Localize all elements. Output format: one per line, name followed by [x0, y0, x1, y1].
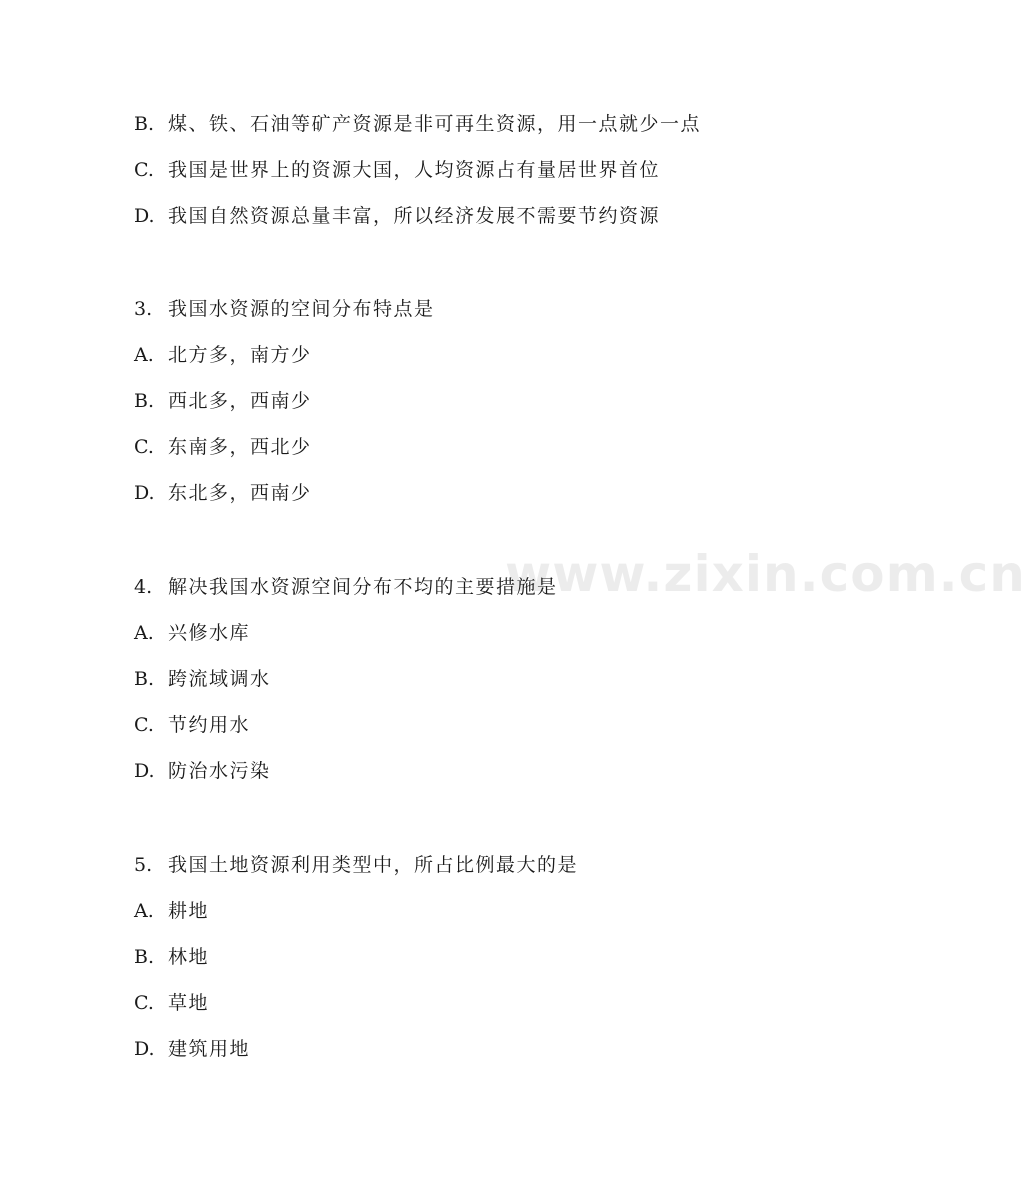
option-label: A. — [134, 622, 154, 644]
q2-option-d — [134, 204, 660, 228]
option-text: 兴修水库 — [168, 622, 251, 644]
question-number: 5. — [134, 854, 153, 876]
option-label: B. — [134, 113, 155, 135]
q3-option-c — [134, 435, 312, 459]
option-label: B. — [134, 668, 155, 690]
option-text: 防治水污染 — [168, 760, 271, 782]
option-label: B. — [134, 390, 155, 412]
option-text: 煤、铁、石油等矿产资源是非可再生资源，用一点就少一点 — [168, 113, 702, 135]
option-label: D. — [134, 482, 155, 504]
q5-option-c — [134, 991, 209, 1015]
option-text: 东北多，西南少 — [168, 482, 312, 504]
option-text: 草地 — [168, 992, 210, 1014]
q2-option-c — [134, 158, 660, 182]
question-text: 解决我国水资源空间分布不均的主要措施是 — [168, 576, 558, 598]
question-text: 我国水资源的空间分布特点是 — [168, 298, 435, 320]
q4-option-d — [134, 759, 271, 783]
q3-option-d — [134, 481, 312, 505]
q5-stem — [134, 853, 578, 877]
question-text: 我国土地资源利用类型中，所占比例最大的是 — [168, 854, 579, 876]
q3-option-b — [134, 389, 312, 413]
option-text: 跨流域调水 — [168, 668, 271, 690]
option-text: 西北多，西南少 — [168, 390, 312, 412]
q4-option-a — [134, 621, 250, 645]
option-label: D. — [134, 760, 155, 782]
option-text: 我国自然资源总量丰富，所以经济发展不需要节约资源 — [168, 205, 661, 227]
option-label: C. — [134, 159, 154, 181]
option-label: A. — [134, 344, 154, 366]
option-text: 我国是世界上的资源大国，人均资源占有量居世界首位 — [168, 159, 661, 181]
q4-option-b — [134, 667, 271, 691]
option-text: 耕地 — [168, 900, 210, 922]
q5-option-a — [134, 899, 209, 923]
option-text: 林地 — [168, 946, 210, 968]
option-label: B. — [134, 946, 155, 968]
watermark: www.zixin.com.cn — [505, 545, 1026, 603]
option-text: 节约用水 — [168, 714, 251, 736]
option-text: 东南多，西北少 — [168, 436, 312, 458]
q5-option-b — [134, 945, 209, 969]
option-label: D. — [134, 1038, 155, 1060]
option-label: A. — [134, 900, 154, 922]
q3-option-a — [134, 343, 312, 367]
q5-option-d — [134, 1037, 250, 1061]
question-number: 3. — [134, 298, 153, 320]
q3-stem — [134, 297, 435, 321]
option-label: C. — [134, 714, 154, 736]
option-label: D. — [134, 205, 155, 227]
option-text: 建筑用地 — [168, 1038, 251, 1060]
q4-stem — [134, 575, 558, 599]
option-label: C. — [134, 436, 154, 458]
q4-option-c — [134, 713, 250, 737]
option-text: 北方多，南方少 — [168, 344, 312, 366]
option-label: C. — [134, 992, 154, 1014]
q2-option-b — [134, 112, 701, 136]
question-number: 4. — [134, 576, 153, 598]
